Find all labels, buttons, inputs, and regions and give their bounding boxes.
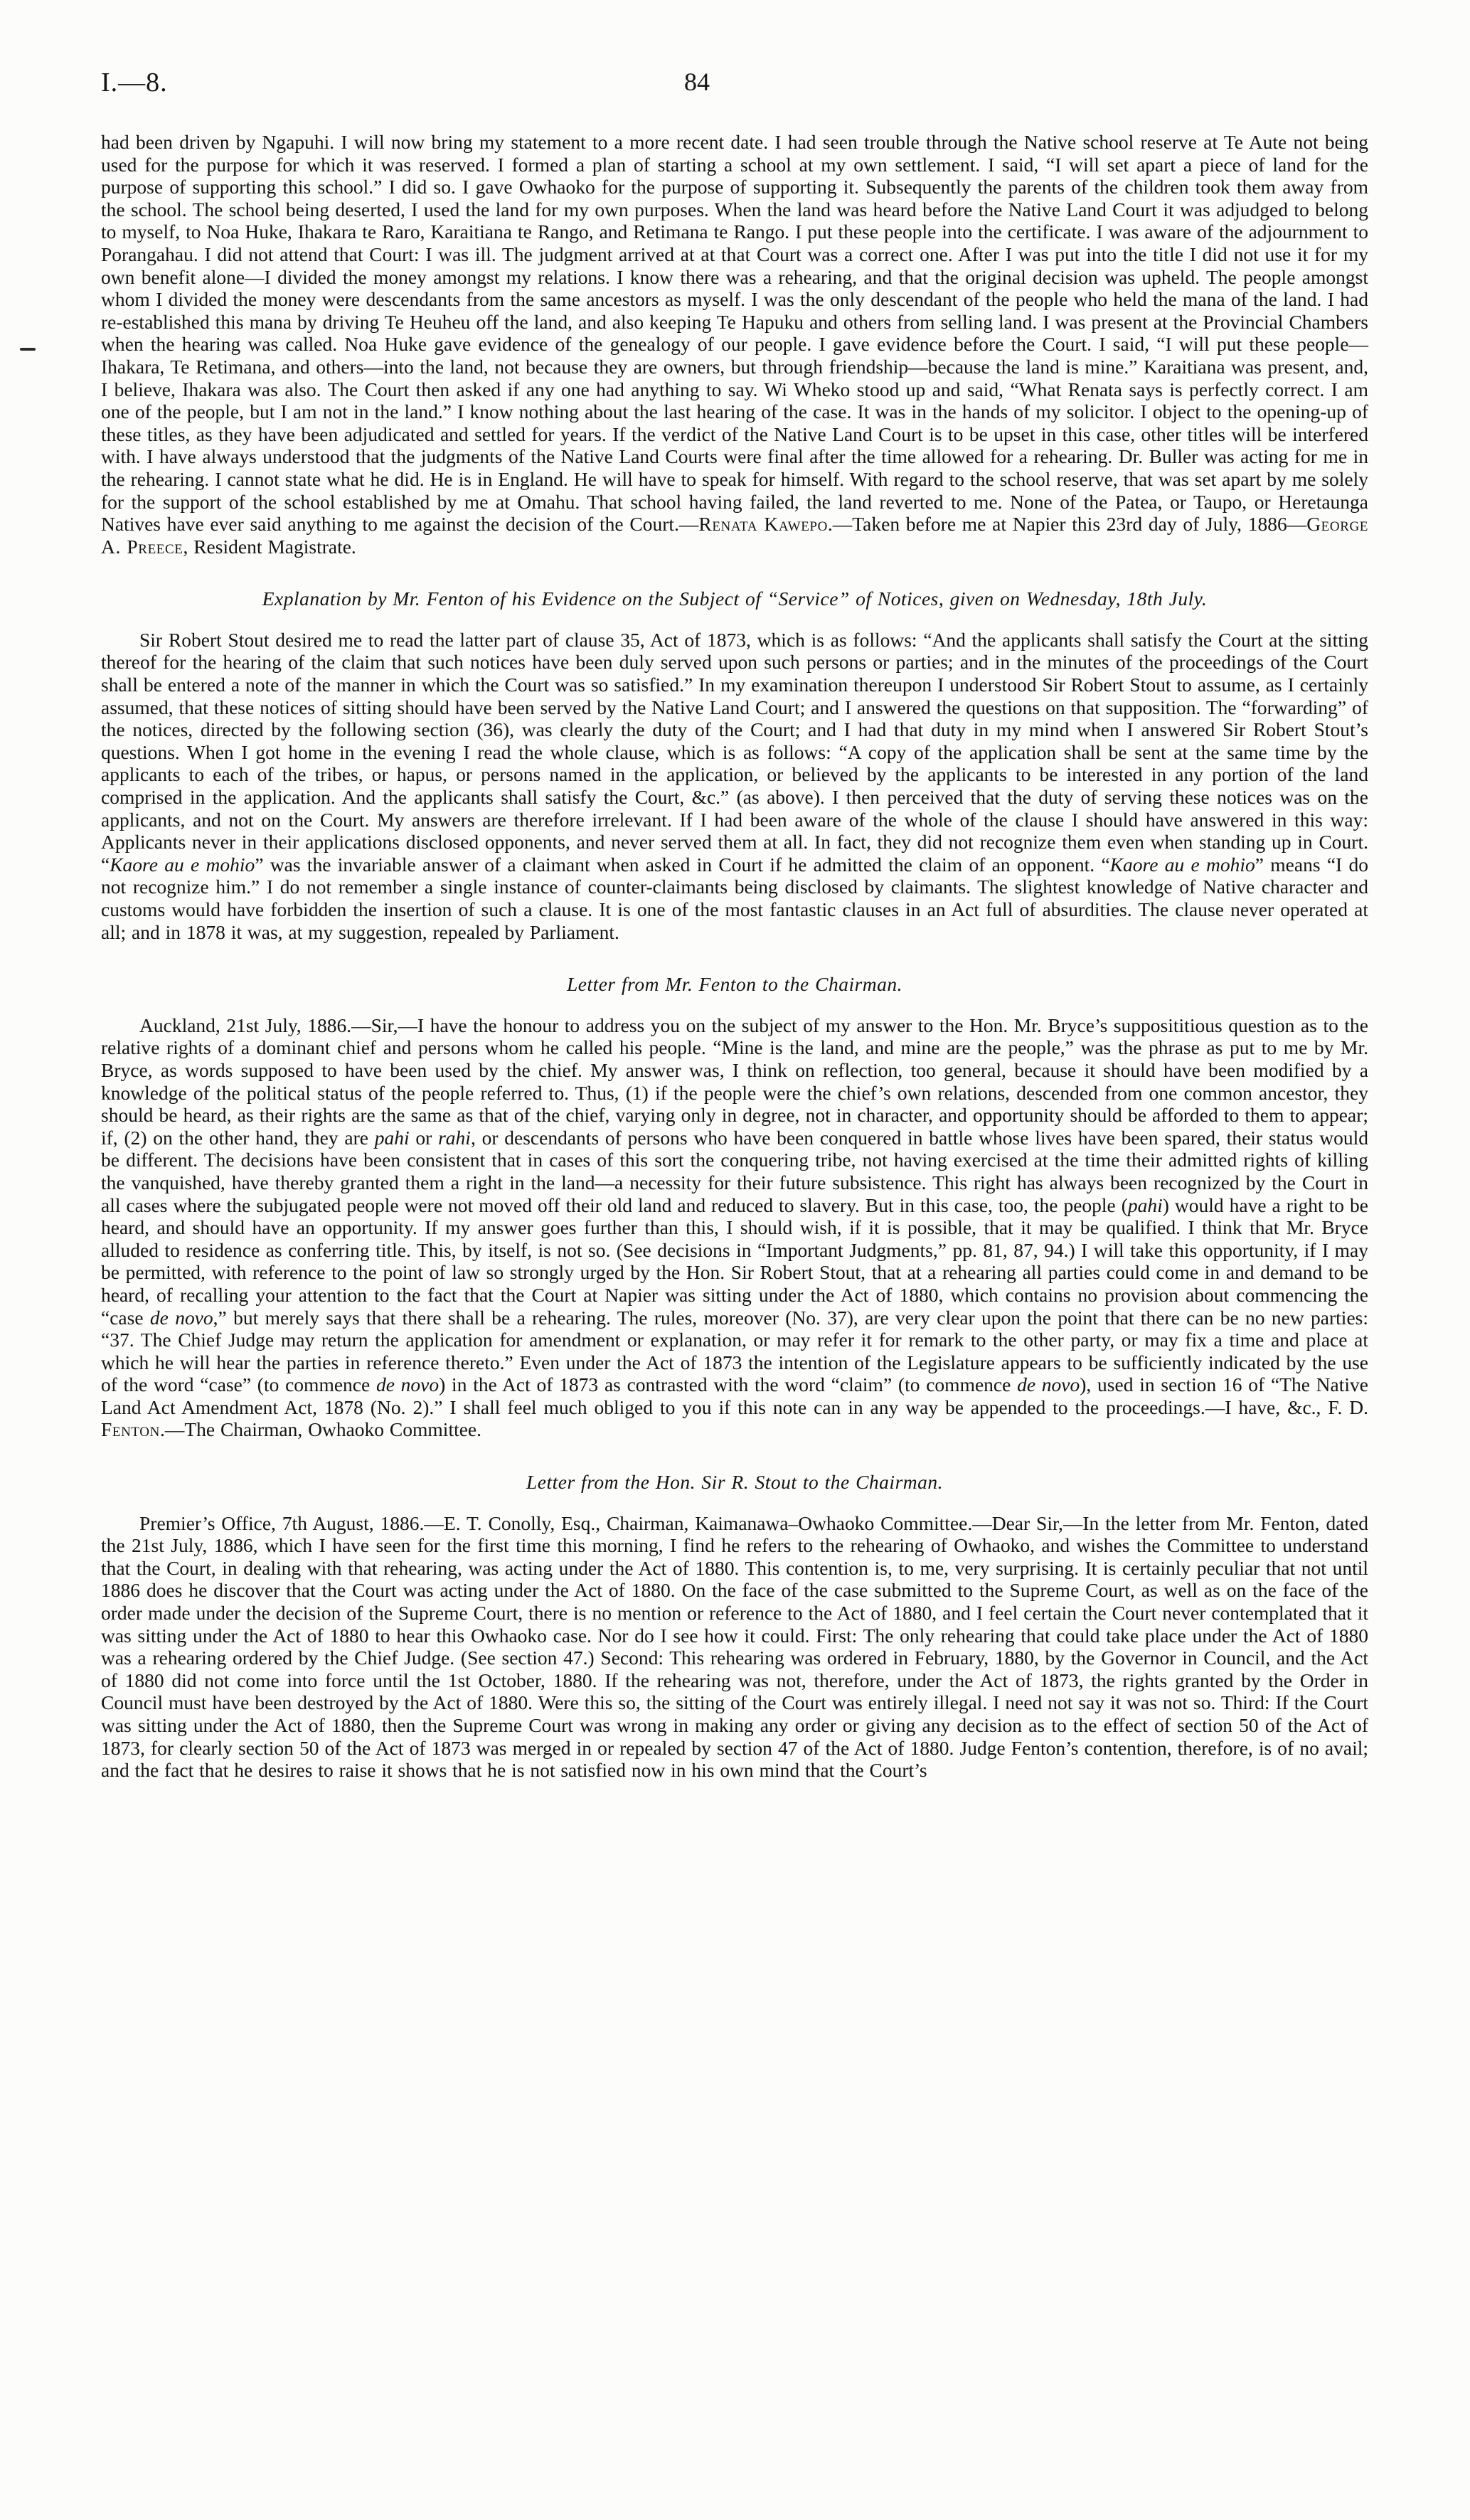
text-run: pahi <box>1127 1193 1163 1216</box>
paragraph-renata-evidence <box>101 131 1368 558</box>
text-run: de novo <box>376 1373 440 1396</box>
text-run: ” means “I do not recognize him.” I do not remember a single instance of counter-claimants being disclosed by claimants. The slightest knowledge of Native character and customs would have forbidden the insertion of such a clause. It is one of the most fantastic clauses in an Act full of absurdities. The clause never operated at all; and in 1878 it was, at my suggestion, repealed by Parliament. <box>101 853 1368 943</box>
text-run: Renata Kawepo <box>698 513 828 536</box>
text-run: or <box>409 1126 439 1149</box>
heading-letter-stout <box>101 1471 1368 1494</box>
page-number: 84 <box>684 68 710 96</box>
text-run: .—Taken before me at Napier this 23rd day of July, 1886— <box>827 513 1307 536</box>
document-reference: I.—8. <box>101 68 168 97</box>
text-run: Letter from Mr. Fenton to the Chairman. <box>566 973 903 996</box>
page-header <box>101 67 1368 110</box>
text-run: ) in the Act of 1873 as contrasted with the word “claim” (to commence <box>439 1373 1018 1396</box>
ink-artifact <box>20 348 36 351</box>
paragraph-letter-fenton <box>101 1014 1368 1441</box>
text-run: Sir Robert Stout desired me to read the latter part of clause 35, Act of 1873, which is as follows: “And the applicants shall satisfy the Court at the sitting thereof for the hearing of the claim that such notices have been duly served upon such persons or parties; and in the minutes of the proceedings of the Court shall be entered a note of the manner in which the Court was so satisfied.” In my examination thereupon I understood Sir Robert Stout to assume, as I certainly assumed, that these notices of sitting should have been served by the Native Land Court; and I answered the questions on that supposition. The “forwarding” of the notices, directed by the following section (36), was clearly the duty of the Court; and I had that duty in my mind when I answered Sir Robert Stout’s questions. When I got home in the evening I read the whole clause, which is as follows: “A copy of the application shall be sent at the same time by the applicants to each of the tribes, or hapus, or persons named in the application, or believed by the applicants to be interested in any portion of the land comprised in the application. And the applicants shall satisfy the Court, &c.” (as above). I then perceived that the duty of serving these notices was on the applicants, and not on the Court. My answers are therefore irrelevant. If I had been aware of the whole of the clause I should have answered in this way: Applicants never in their applications disclosed opponents, and never served them at all. In fact, they did not recognize them even when standing up in Court. “ <box>101 628 1368 876</box>
text-run: , Resident Magistrate. <box>183 535 356 558</box>
text-run: Auckland, 21st July, 1886.—Sir,—I have the honour to address you on the subject of my answer to the Hon. Mr. Bryce’s supposititious question as to the relative rights of a dominant chief and persons whom he called his people. “Mine is the land, and mine are the people,” was the phrase as put to me by Mr. Bryce, as words supposed to have been used by the chief. My answer was, I think on reflection, too general, because it should have been modified by a knowledge of the political status of the people referred to. Thus, (1) if the people were the chief’s own relations, descended from one common ancestor, they should be heard, as their rights are the same as that of the chief, varying only in degree, not in character, and opportunity should be afforded to them to appear; if, (2) on the other hand, they are <box>101 1014 1368 1149</box>
paragraph-letter-stout <box>101 1512 1368 1782</box>
paragraph-fenton-explanation <box>101 629 1368 943</box>
text-run: ” was the invariable answer of a claimant when asked in Court if he admitted the claim of an opponent. “ <box>255 853 1110 876</box>
text-run: de novo <box>1017 1373 1080 1396</box>
text-run: .—The Chairman, Owhaoko Committee. <box>159 1418 482 1441</box>
text-run: , or descendants of persons who have been conquered in battle whose lives have been spared, their status would be different. The decisions have been consistent that in cases of this sort the conquering tribe, not having exercised at the time their admitted rights of killing the vanquished, have thereby granted them a right in the land—a necessity for their future subsistence. This right has always been recognized by the Court in all cases where the subjugated people were not moved off their old land and reduced to slavery. But in this case, too, the people ( <box>101 1126 1368 1216</box>
text-run: pahi <box>374 1126 410 1149</box>
page-body <box>101 131 1368 1782</box>
text-run: Kaore au e mohio <box>1109 853 1255 876</box>
text-run: Letter from the Hon. Sir R. Stout to the Chairman. <box>526 1471 944 1494</box>
text-run: Premier’s Office, 7th August, 1886.—E. T. Conolly, Esq., Chairman, Kaimanawa–Owhaoko Committee.—Dear Sir,—In the letter from Mr. Fenton, dated the 21st July, 1886, which I have seen for the first time this morning, I find he refers to the rehearing of Owhaoko, and wishes the Committee to understand that the Court, in dealing with that rehearing, was acting under the Act of 1880. This contention is, to me, very surprising. It is certainly peculiar that not until 1886 does he discover that the Court was acting under the Act of 1880. On the face of the case submitted to the Supreme Court, as well as on the face of the order made under the decision of the Supreme Court, there is no mention or reference to the Act of 1880, and I feel certain the Court never contemplated that it was sitting under the Act of 1880 to hear this Owhaoko case. Nor do I see how it could. First: The only rehearing that could take place under the Act of 1880 was a rehearing ordered by the Chief Judge. (See section 47.) Second: This rehearing was ordered in February, 1880, by the Governor in Council, and the Act of 1880 did not come into force until the 1st October, 1880. If the rehearing was not, therefore, under the Act of 1873, the rights granted by the Order in Council must have been destroyed by the Act of 1880. Were this so, the sitting of the Court was entirely illegal. I need not say it was not so. Third: If the Court was sitting under the Act of 1880, then the Supreme Court was wrong in making any order or giving any decision as to the effect of section 50 of the Act of 1873, for clearly section 50 of the Act of 1873 was merged in or repealed by section 47 of the Act of 1880. Judge Fenton’s contention, therefore, is of no avail; and the fact that he desires to raise it shows that he is not satisfied now in his own mind that the Court’s <box>101 1511 1368 1782</box>
text-run: Kaore au e mohio <box>110 853 255 876</box>
heading-explanation-fenton <box>101 588 1368 610</box>
text-run: George A. Preece <box>101 513 1369 558</box>
text-run: Fenton <box>101 1418 160 1441</box>
text-run: ), used in section 16 of “The Native Land Act Amendment Act, 1878 (No. 2).” I shall feel much obliged to you if this note can in any way be appended to the proceedings.—I have, &c., F. D. <box>101 1373 1368 1418</box>
heading-letter-fenton <box>101 973 1368 996</box>
text-run: ) would have a right to be heard, and should have an opportunity. If my answer goes further than this, I should wish, if it is possible, that it may be qualified. I think that Mr. Bryce alluded to residence as conferring title. This, by itself, is not so. (See decisions in “Important Judgments,” pp. 81, 87, 94.) I will take this opportunity, if I may be permitted, with reference to the point of law so strongly urged by the Hon. Sir Robert Stout, that at a rehearing all parties could come in and demand to be heard, of recalling your attention to the fact that the Court at Napier was sitting under the Act of 1880, which contains no provision about commencing the “case <box>101 1193 1368 1329</box>
text-run: had been driven by Ngapuhi. I will now bring my statement to a more recent date. I had seen trouble through the Native school reserve at Te Aute not being used for the purpose for which it was reserved. I formed a plan of starting a school at my own settlement. I said, “I will set apart a piece of land for the purpose of supporting this school.” I did so. I gave Owhaoko for the purpose of supporting it. Subsequently the parents of the children took them away from the school. The school being deserted, I used the land for my own purposes. When the land was heard before the Native Land Court it was adjudged to belong to myself, to Noa Huke, Ihakara te Raro, Karaitiana te Rango, and Retimana te Rango. I put these people into the certificate. I was aware of the adjournment to Porangahau. I did not attend that Court: I was ill. The judgment arrived at at that Court was a correct one. After I was put into the title I did not use it for my own benefit alone—I divided the money amongst my relations. I know there was a rehearing, and that the original decision was upheld. The people amongst whom I divided the money were descendants from the same ancestors as myself. I was the only descendant of the people who held the mana of the land. I had re-established this mana by driving Te Heuheu off the land, and also keeping Te Hapuku and others from selling land. I was present at the Provincial Chambers when the hearing was called. Noa Huke gave evidence of the genealogy of our people. I gave evidence before the Court. I said, “I will put these people—Ihakara, Te Retimana, and others—into the land, not because they are owners, but through friendship—because the land is mine.” Karaitiana was present, and, I believe, Ihakara was also. The Court then asked if any one had anything to say. Wi Wheko stood up and said, “What Renata says is perfectly correct. I am one of the people, but I am not in the land.” I know nothing about the last hearing of the case. It was in the hands of my solicitor. I object to the opening-up of these titles, as they have been adjudicated and settled for years. If the verdict of the Native Land Court is to be upset in this case, other titles will be interfered with. I have always understood that the judgments of the Native Land Courts were final after the time allowed for a rehearing. Dr. Buller was acting for me in the rehearing. I cannot state what he did. He is in England. He will have to speak for himself. With regard to the school reserve, that was set apart by me solely for the support of the school established by me at Omahu. That school having failed, the land reverted to me. None of the Patea, or Taupo, or Heretaunga Natives have ever said anything to me against the decision of the Court.— <box>101 131 1368 536</box>
text-run: rahi <box>438 1126 471 1149</box>
text-run: ,” but merely says that there shall be a rehearing. The rules, moreover (No. 37), are very clear upon the point that there can be no new parties: “37. The Chief Judge may return the application for amendment or explanation, or may refer it for remark to the other party, or may fix a time and place at which he will hear the parties in reference thereto.” Even under the Act of 1873 the intention of the Legislature appears to be sufficiently indicated by the use of the word “case” (to commence <box>101 1306 1368 1396</box>
text-run: Explanation by Mr. Fenton of his Evidence on the Subject of “Service” of Notices, given on Wednesday, 18th July. <box>262 588 1208 610</box>
text-run: de novo <box>149 1306 213 1329</box>
